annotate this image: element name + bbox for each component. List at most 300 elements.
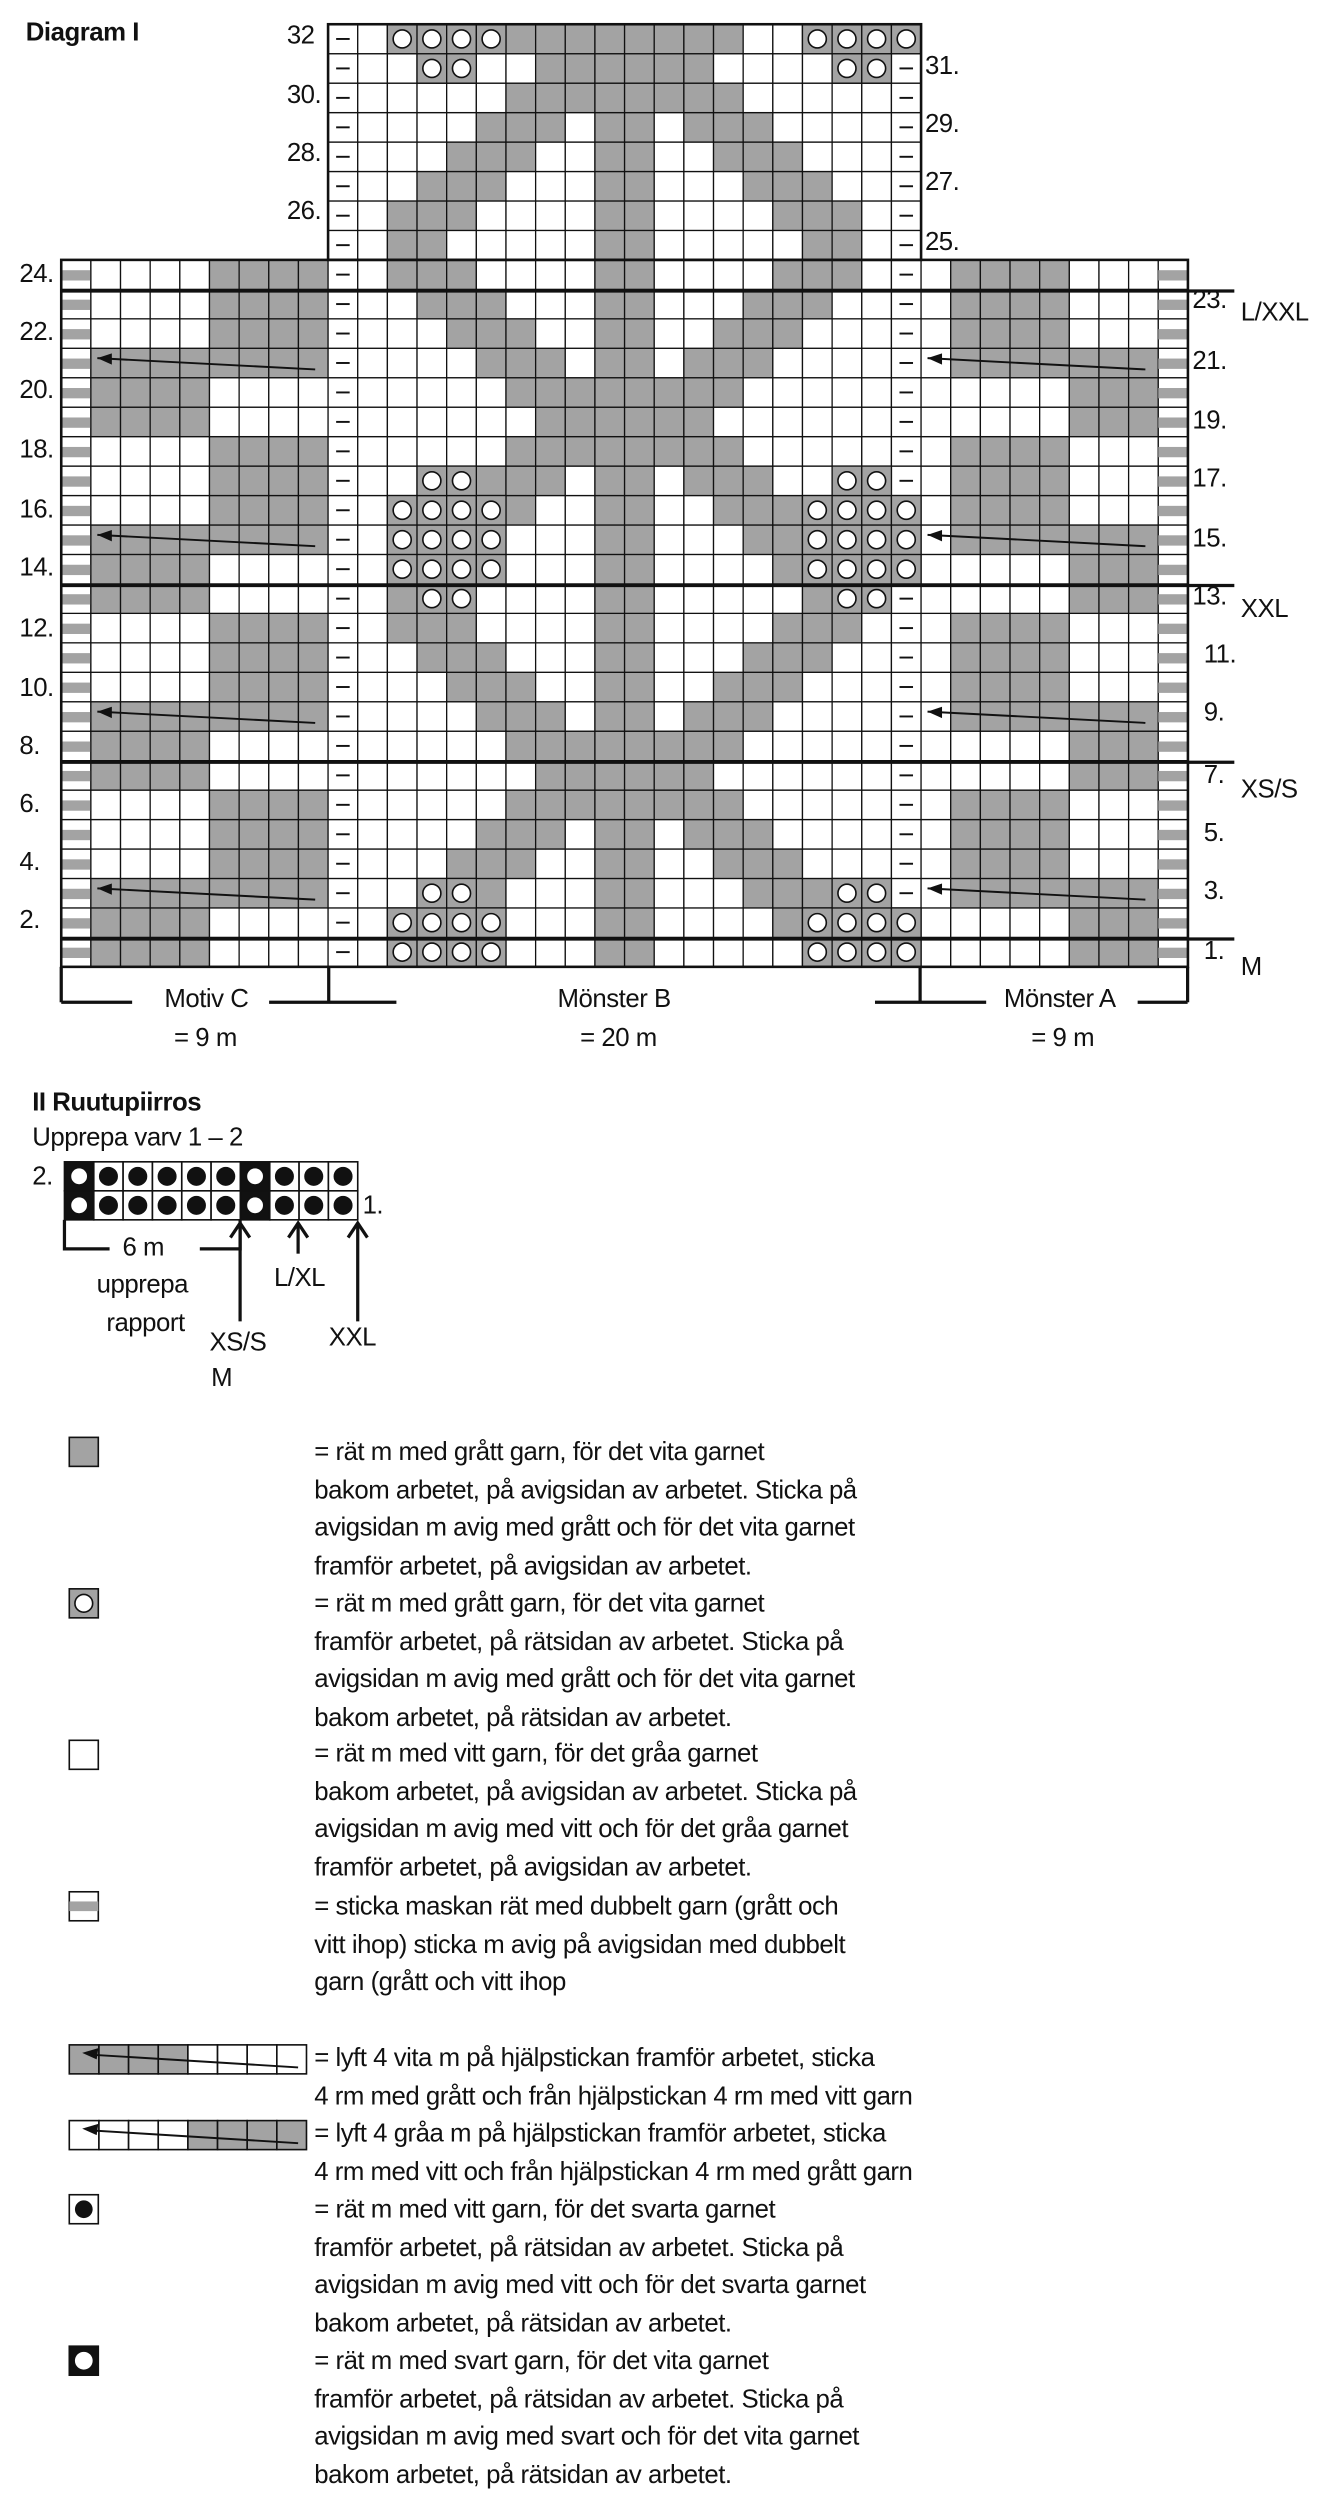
stitch-cell [1010, 643, 1040, 672]
stitch-cell [565, 731, 595, 760]
stitch-cell [358, 672, 388, 701]
stitch-cell [773, 172, 803, 201]
black-dot [305, 1168, 322, 1185]
circle-mark [808, 531, 826, 549]
stitch-cell [743, 319, 773, 348]
stitch-cell [1129, 702, 1159, 731]
stitch-cell [91, 643, 121, 672]
stitch-cell [239, 554, 269, 583]
stitch-cell [714, 702, 744, 731]
circle-mark [868, 59, 886, 77]
repeat-bracket [64, 1220, 109, 1249]
stitch-cell [476, 466, 506, 495]
legend-line: = rät m med vitt garn, för det svarta garnet [314, 2196, 776, 2224]
row-label: 27. [924, 169, 960, 197]
stitch-cell [1010, 289, 1040, 318]
stitch-cell [239, 260, 269, 289]
stitch-cell [565, 525, 595, 554]
stitch-cell [447, 348, 477, 377]
cable-cell [69, 2045, 99, 2074]
stitch-cell [565, 201, 595, 230]
stitch-cell [595, 289, 625, 318]
stitch-cell [269, 643, 299, 672]
stitch-cell [121, 820, 151, 849]
stitch-cell [150, 849, 180, 878]
stitch-cell [773, 83, 803, 112]
stitch-cell [802, 407, 832, 436]
stitch-cell [476, 672, 506, 701]
stitch-cell [743, 466, 773, 495]
legend-line: garn (grått och vitt ihop [314, 1969, 566, 1997]
double-yarn-mark [61, 624, 91, 634]
stitch-cell [1040, 672, 1070, 701]
stitch-cell [209, 378, 239, 407]
stitch-cell [180, 289, 210, 318]
cable-cell [69, 2121, 99, 2150]
stitch-cell [298, 613, 328, 642]
stitch-cell [595, 761, 625, 790]
stitch-cell [447, 201, 477, 230]
stitch-cell [298, 496, 328, 525]
stitch-cell [387, 54, 417, 83]
stitch-cell [802, 260, 832, 289]
row-label: 24. [19, 261, 54, 289]
stitch-cell [536, 407, 566, 436]
stitch-cell [1069, 289, 1099, 318]
stitch-cell [743, 24, 773, 53]
stitch-cell [773, 437, 803, 466]
stitch-cell [951, 731, 981, 760]
stitch-cell [121, 496, 151, 525]
circle-mark [868, 472, 886, 490]
stitch-cell [91, 437, 121, 466]
stitch-cell [150, 319, 180, 348]
legend-line: = sticka maskan rät med dubbelt garn (grått och [314, 1893, 839, 1921]
black-dot [334, 1168, 351, 1185]
stitch-cell [743, 849, 773, 878]
stitch-cell [1099, 672, 1129, 701]
stitch-cell [832, 378, 862, 407]
stitch-cell [743, 172, 773, 201]
stitch-cell [714, 83, 744, 112]
stitch-cell [773, 348, 803, 377]
row-label: 10. [19, 675, 54, 703]
circle-mark [838, 472, 856, 490]
stitch-cell [625, 643, 655, 672]
stitch-cell [714, 937, 744, 966]
stitch-cell [447, 142, 477, 171]
circle-mark [393, 943, 411, 961]
stitch-cell [387, 348, 417, 377]
stitch-cell [298, 878, 328, 907]
stitch-cell [684, 172, 714, 201]
stitch-cell [447, 378, 477, 407]
stitch-cell [565, 466, 595, 495]
stitch-cell [773, 702, 803, 731]
stitch-cell [595, 878, 625, 907]
stitch-cell [417, 83, 447, 112]
stitch-cell [773, 142, 803, 171]
stitch-cell [1099, 731, 1129, 760]
circle-mark [482, 501, 500, 519]
black-dot [276, 1168, 293, 1185]
stitch-cell [654, 260, 684, 289]
stitch-cell [832, 761, 862, 790]
row-label: 21. [1192, 348, 1227, 376]
stitch-cell [536, 113, 566, 142]
double-yarn-mark [61, 683, 91, 693]
stitch-cell [565, 83, 595, 112]
stitch-cell [654, 24, 684, 53]
stitch-cell [1129, 554, 1159, 583]
circle-mark [452, 531, 470, 549]
stitch-cell [802, 172, 832, 201]
circle-mark [808, 30, 826, 48]
stitch-cell [1010, 790, 1040, 819]
double-yarn-mark [61, 653, 91, 663]
stitch-cell [1010, 407, 1040, 436]
stitch-cell [565, 790, 595, 819]
stitch-cell [417, 731, 447, 760]
stitch-cell [298, 731, 328, 760]
stitch-cell [447, 702, 477, 731]
circle-mark [868, 30, 886, 48]
stitch-cell [1099, 761, 1129, 790]
stitch-cell [714, 54, 744, 83]
stitch-cell [180, 260, 210, 289]
stitch-cell [476, 142, 506, 171]
stitch-cell [951, 348, 981, 377]
stitch-cell [239, 319, 269, 348]
stitch-cell [1040, 348, 1070, 377]
stitch-cell [239, 820, 269, 849]
stitch-cell [358, 348, 388, 377]
stitch-cell [358, 702, 388, 731]
stitch-cell [417, 260, 447, 289]
stitch-cell [921, 613, 951, 642]
stitch-cell [921, 937, 951, 966]
stitch-cell [862, 378, 892, 407]
circle-mark [838, 884, 856, 902]
stitch-cell [239, 466, 269, 495]
stitch-cell [980, 761, 1010, 790]
stitch-cell [565, 643, 595, 672]
stitch-cell [1099, 878, 1129, 907]
stitch-cell [121, 319, 151, 348]
stitch-cell [506, 672, 536, 701]
stitch-cell [654, 142, 684, 171]
stitch-cell [951, 525, 981, 554]
stitch-cell [862, 230, 892, 259]
stitch-cell [209, 643, 239, 672]
stitch-cell [1129, 289, 1159, 318]
legend-line: = rät m med svart garn, för det vita garnet [314, 2347, 769, 2376]
stitch-cell [358, 289, 388, 318]
stitch-cell [298, 937, 328, 966]
stitch-cell [358, 849, 388, 878]
stitch-cell [1040, 908, 1070, 937]
stitch-cell [862, 849, 892, 878]
stitch-cell [91, 878, 121, 907]
row-label: 12. [19, 615, 54, 643]
stitch-cell [743, 407, 773, 436]
legend-line: = lyft 4 gråa m på hjälpstickan framför arbetet, sticka [314, 2120, 886, 2148]
stitch-cell [743, 878, 773, 907]
stitch-cell [358, 613, 388, 642]
stitch-cell [1099, 407, 1129, 436]
diagram-1-grid [61, 24, 1188, 967]
stitch-cell [743, 554, 773, 583]
double-yarn-mark [61, 859, 91, 869]
stitch-cell [387, 820, 417, 849]
stitch-cell [536, 54, 566, 83]
stitch-cell [565, 584, 595, 613]
stitch-cell [417, 348, 447, 377]
legend-item-grey-square [314, 1434, 856, 1585]
stitch-cell [1069, 849, 1099, 878]
stitch-cell [980, 260, 1010, 289]
stitch-cell [951, 937, 981, 966]
stitch-cell [595, 554, 625, 583]
stitch-cell [536, 525, 566, 554]
stitch-cell [1099, 378, 1129, 407]
stitch-cell [506, 407, 536, 436]
stitch-cell [269, 761, 299, 790]
stitch-cell [447, 230, 477, 259]
stitch-cell [180, 937, 210, 966]
circle-mark [423, 884, 441, 902]
stitch-cell [180, 849, 210, 878]
stitch-cell [684, 496, 714, 525]
stitch-cell [862, 731, 892, 760]
stitch-cell [862, 113, 892, 142]
stitch-cell [654, 407, 684, 436]
row-label: 4. [19, 849, 40, 877]
stitch-cell [506, 584, 536, 613]
double-yarn-mark [61, 889, 91, 899]
stitch-cell [921, 525, 951, 554]
size-label-m: M [211, 1364, 233, 1393]
stitch-cell [773, 554, 803, 583]
stitch-cell [447, 731, 477, 760]
stitch-cell [832, 348, 862, 377]
stitch-cell [417, 790, 447, 819]
stitch-cell [1129, 437, 1159, 466]
stitch-cell [1010, 908, 1040, 937]
stitch-cell [684, 525, 714, 554]
stitch-cell [180, 407, 210, 436]
stitch-cell [980, 289, 1010, 318]
stitch-cell [1129, 643, 1159, 672]
stitch-cell [625, 937, 655, 966]
stitch-cell [1040, 289, 1070, 318]
stitch-cell [121, 849, 151, 878]
stitch-cell [565, 437, 595, 466]
stitch-cell [269, 496, 299, 525]
stitch-cell [476, 407, 506, 436]
stitch-cell [150, 937, 180, 966]
stitch-cell [387, 790, 417, 819]
size-label-xxl: XXL [328, 1324, 377, 1352]
stitch-cell [625, 83, 655, 112]
row-label: 8. [19, 733, 40, 761]
stitch-cell [269, 319, 299, 348]
stitch-cell [536, 790, 566, 819]
stitch-cell [595, 230, 625, 259]
stitch-cell [773, 849, 803, 878]
stitch-cell [239, 672, 269, 701]
stitch-cell [1040, 613, 1070, 642]
stitch-cell [447, 113, 477, 142]
stitch-cell [180, 554, 210, 583]
stitch-cell [209, 820, 239, 849]
stitch-cell [209, 348, 239, 377]
stitch-cell [150, 790, 180, 819]
stitch-cell [802, 319, 832, 348]
stitch-cell [298, 319, 328, 348]
double-yarn-mark [61, 535, 91, 545]
stitch-cell [921, 643, 951, 672]
stitch-cell [239, 613, 269, 642]
stitch-cell [91, 378, 121, 407]
stitch-cell [565, 672, 595, 701]
stitch-cell [832, 643, 862, 672]
stitch-cell [1129, 613, 1159, 642]
stitch-cell [595, 319, 625, 348]
stitch-cell [180, 761, 210, 790]
stitch-cell [773, 878, 803, 907]
circle-mark [452, 501, 470, 519]
stitch-cell [1129, 496, 1159, 525]
double-yarn-mark [61, 476, 91, 486]
circle-mark [423, 472, 441, 490]
stitch-cell [1040, 849, 1070, 878]
stitch-cell [1099, 790, 1129, 819]
stitch-cell [506, 643, 536, 672]
white-square-icon [69, 1740, 98, 1769]
stitch-cell [921, 289, 951, 318]
stitch-cell [743, 437, 773, 466]
stitch-cell [506, 731, 536, 760]
stitch-cell [121, 672, 151, 701]
double-yarn-mark [1158, 300, 1188, 310]
stitch-cell [209, 584, 239, 613]
stitch-cell [595, 201, 625, 230]
stitch-cell [832, 437, 862, 466]
stitch-cell [654, 790, 684, 819]
row-label: 25. [924, 228, 960, 257]
stitch-cell [743, 260, 773, 289]
stitch-cell [506, 613, 536, 642]
stitch-cell [536, 437, 566, 466]
stitch-cell [951, 437, 981, 466]
black-dot [334, 1197, 351, 1214]
stitch-cell [269, 731, 299, 760]
double-yarn-mark [1158, 506, 1188, 516]
stitch-cell [447, 437, 477, 466]
stitch-cell [773, 761, 803, 790]
stitch-cell [150, 496, 180, 525]
stitch-cell [625, 878, 655, 907]
row-label: 2. [19, 907, 40, 935]
stitch-cell [121, 878, 151, 907]
legend-line: framför arbetet, på avigsidan av arbetet. [314, 1853, 752, 1882]
stitch-cell [773, 54, 803, 83]
stitch-cell [298, 761, 328, 790]
circle-mark [868, 943, 886, 961]
stitch-cell [951, 407, 981, 436]
stitch-cell [1010, 319, 1040, 348]
circle-mark [452, 943, 470, 961]
stitch-cell [447, 613, 477, 642]
stitch-cell [921, 407, 951, 436]
double-yarn-mark [61, 447, 91, 457]
row-label: 26. [286, 198, 322, 226]
stitch-cell [773, 378, 803, 407]
cable-cell [218, 2121, 248, 2150]
circle-mark [75, 1594, 93, 1612]
stitch-cell [417, 378, 447, 407]
stitch-cell [1099, 496, 1129, 525]
stitch-cell [832, 613, 862, 642]
stitch-cell [269, 584, 299, 613]
stitch-cell [476, 260, 506, 289]
legend-item-white-square [314, 1735, 856, 1886]
stitch-cell [743, 702, 773, 731]
circle-mark [897, 914, 915, 932]
circle-mark [423, 531, 441, 549]
stitch-cell [595, 820, 625, 849]
black-dot [188, 1197, 205, 1214]
stitch-cell [743, 672, 773, 701]
stitch-cell [565, 407, 595, 436]
stitch-cell [714, 378, 744, 407]
stitch-cell [773, 525, 803, 554]
stitch-cell [269, 702, 299, 731]
stitch-cell [180, 731, 210, 760]
stitch-cell [121, 348, 151, 377]
stitch-cell [743, 761, 773, 790]
double-yarn-mark [61, 329, 91, 339]
stitch-cell [802, 83, 832, 112]
cable-cell [277, 2121, 307, 2150]
stitch-cell [1099, 348, 1129, 377]
stitch-cell [625, 230, 655, 259]
row-label: 16. [19, 496, 54, 524]
stitch-cell [625, 908, 655, 937]
stitch-cell [387, 142, 417, 171]
stitch-cell [358, 761, 388, 790]
stitch-cell [150, 378, 180, 407]
stitch-cell [476, 289, 506, 318]
stitch-cell [536, 702, 566, 731]
stitch-cell [1099, 613, 1129, 642]
stitch-cell [714, 731, 744, 760]
stitch-cell [180, 908, 210, 937]
stitch-cell [832, 201, 862, 230]
stitch-cell [684, 319, 714, 348]
circle-mark [482, 560, 500, 578]
double-yarn-mark [1158, 771, 1188, 781]
stitch-cell [1069, 731, 1099, 760]
stitch-cell [773, 24, 803, 53]
stitch-cell [921, 496, 951, 525]
white-dot [246, 1197, 263, 1214]
row-label: 22. [19, 319, 54, 347]
stitch-cell [743, 83, 773, 112]
stitch-cell [743, 289, 773, 318]
stitch-cell [1040, 407, 1070, 436]
